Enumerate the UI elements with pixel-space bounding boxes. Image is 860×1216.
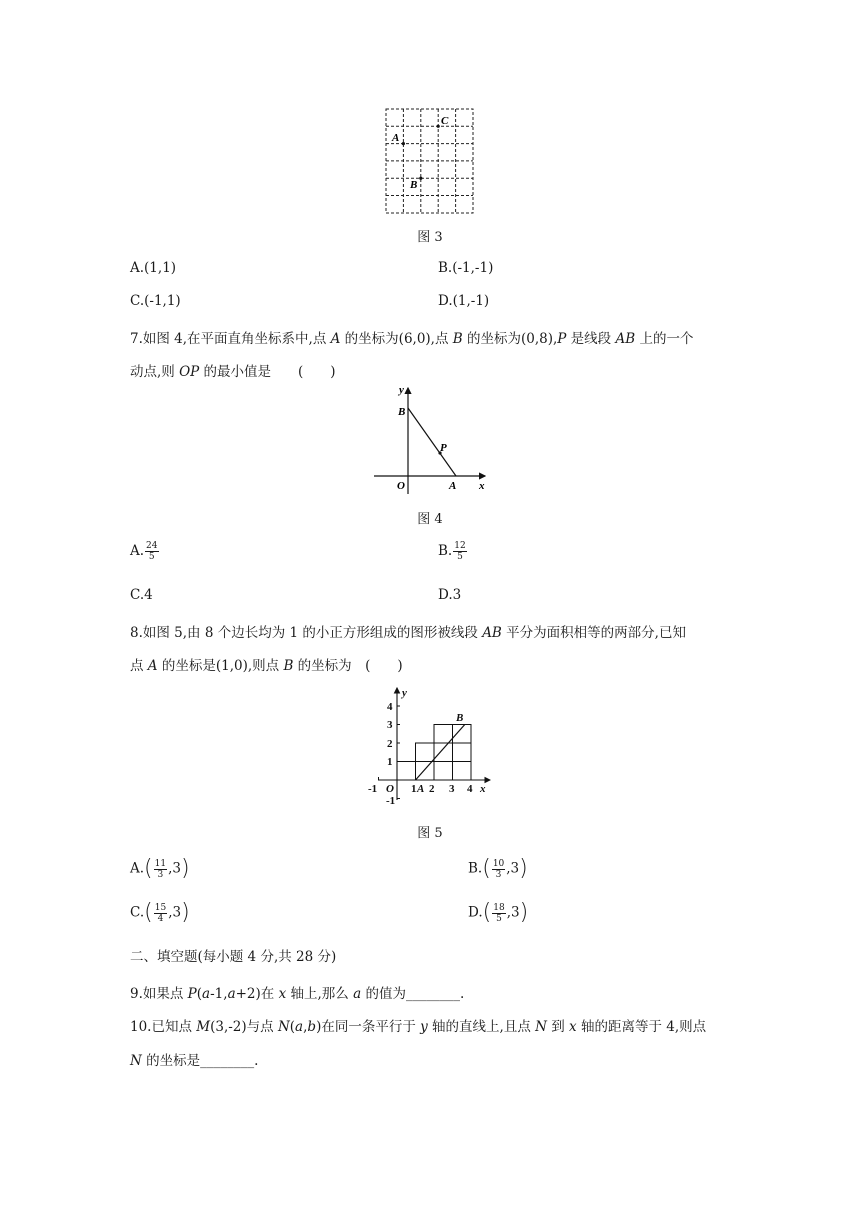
fig4-label-p: P: [440, 442, 447, 454]
fig5-y-tick-neg1: -1: [386, 795, 396, 807]
q7-line-1: 7.如图 4,在平面直角坐标系中,点 A 的坐标为(6,0),点 B 的坐标为(0,8),P 是线段 AB 上的一个: [130, 331, 694, 347]
fig5-x-tick-4: 4: [467, 783, 473, 795]
fig5-square: [434, 762, 453, 781]
fig5-segment-ab: [416, 725, 465, 781]
figure-5-caption: 图 5: [417, 826, 443, 841]
fig5-y-tick-2: 2: [387, 738, 393, 750]
q6-option-d: D.(1,-1): [438, 293, 490, 309]
point-c-dot: [437, 125, 440, 128]
q7-option-d: D.3: [438, 587, 462, 603]
figure-3-grid: [384, 107, 476, 215]
fig3-label-b: B: [410, 179, 418, 191]
q8-line-2: 点 A 的坐标是(1,0),则点 B 的坐标为 ( ): [130, 658, 403, 674]
fig5-square: [397, 762, 416, 781]
fig4-label-a: A: [449, 480, 457, 492]
fig5-x-tick-3: 3: [449, 783, 455, 795]
q7-option-c: C.4: [130, 587, 153, 603]
q6-option-b: B.(-1,-1): [438, 260, 494, 276]
q8-option-c: C.( $\frac{15}{4}$ ,3): [130, 900, 190, 925]
q10-line-2: N 的坐标是________.: [130, 1053, 259, 1069]
q8-option-a: A.( $\frac{11}{3}$ ,3): [130, 856, 190, 881]
fig5-label-b: B: [456, 712, 464, 724]
point-b-dot: [419, 177, 422, 180]
figure-4-coordinate-plane: [370, 380, 495, 495]
fig5-x-tick-1: 1: [411, 783, 417, 795]
fig5-label-x: x: [480, 783, 486, 795]
fig5-y-tick-1: 1: [387, 756, 393, 768]
fig5-x-tick-o: O: [386, 783, 394, 795]
fig4-label-o: O: [397, 480, 405, 492]
figure-3-caption: 图 3: [417, 230, 443, 245]
q7-option-b: B. $\frac{12}{5}$: [438, 541, 466, 562]
q6-option-a: A.(1,1): [130, 260, 177, 276]
fig4-label-x: x: [479, 480, 485, 492]
fig5-label-y: y: [402, 687, 407, 699]
q6-option-c: C.(-1,1): [130, 293, 181, 309]
fig3-label-c: C: [441, 115, 449, 127]
q7-option-a: A. $\frac{24}{5}$: [130, 541, 158, 562]
fig5-y-tick-4: 4: [387, 701, 393, 713]
fig5-x-tick-a: A: [417, 783, 425, 795]
figure-4-caption: 图 4: [417, 512, 443, 527]
q8-line-1: 8.如图 5,由 8 个边长均为 1 的小正方形组成的图形被线段 AB 平分为面积相等的两部分,已知: [130, 625, 686, 641]
fig4-segment-ab: [408, 408, 456, 476]
q10-line-1: 10.已知点 M(3,-2)与点 N(a,b)在同一条平行于 y 轴的直线上,且点 N 到 x 轴的距离等于 4,则点: [130, 1019, 707, 1035]
fig5-square: [453, 762, 472, 781]
fig5-square: [434, 725, 453, 744]
fig5-x-tick-2: 2: [429, 783, 435, 795]
fig5-x-tick-neg1: -1: [368, 783, 378, 795]
point-a-dot: [402, 142, 405, 145]
figure-5-grid-plane: [366, 684, 492, 810]
fig5-square: [416, 743, 435, 762]
fig4-label-y: y: [399, 384, 404, 396]
q8-option-d: D.( $\frac{18}{5}$ ,3): [468, 900, 529, 925]
fig5-square: [434, 743, 453, 762]
section-2-title: 二、填空题(每小题 4 分,共 28 分): [130, 949, 337, 965]
fig3-label-a: A: [392, 132, 400, 144]
q8-option-b: B.( $\frac{10}{3}$ ,3): [468, 856, 528, 881]
q9-text: 9.如果点 P(a-1,a+2)在 x 轴上,那么 a 的值为________.: [130, 986, 465, 1002]
fig5-y-tick-3: 3: [387, 719, 393, 731]
fig4-label-b: B: [398, 406, 406, 418]
q7-line-2: 动点,则 OP 的最小值是 ( ): [130, 364, 336, 380]
fig5-square: [453, 743, 472, 762]
